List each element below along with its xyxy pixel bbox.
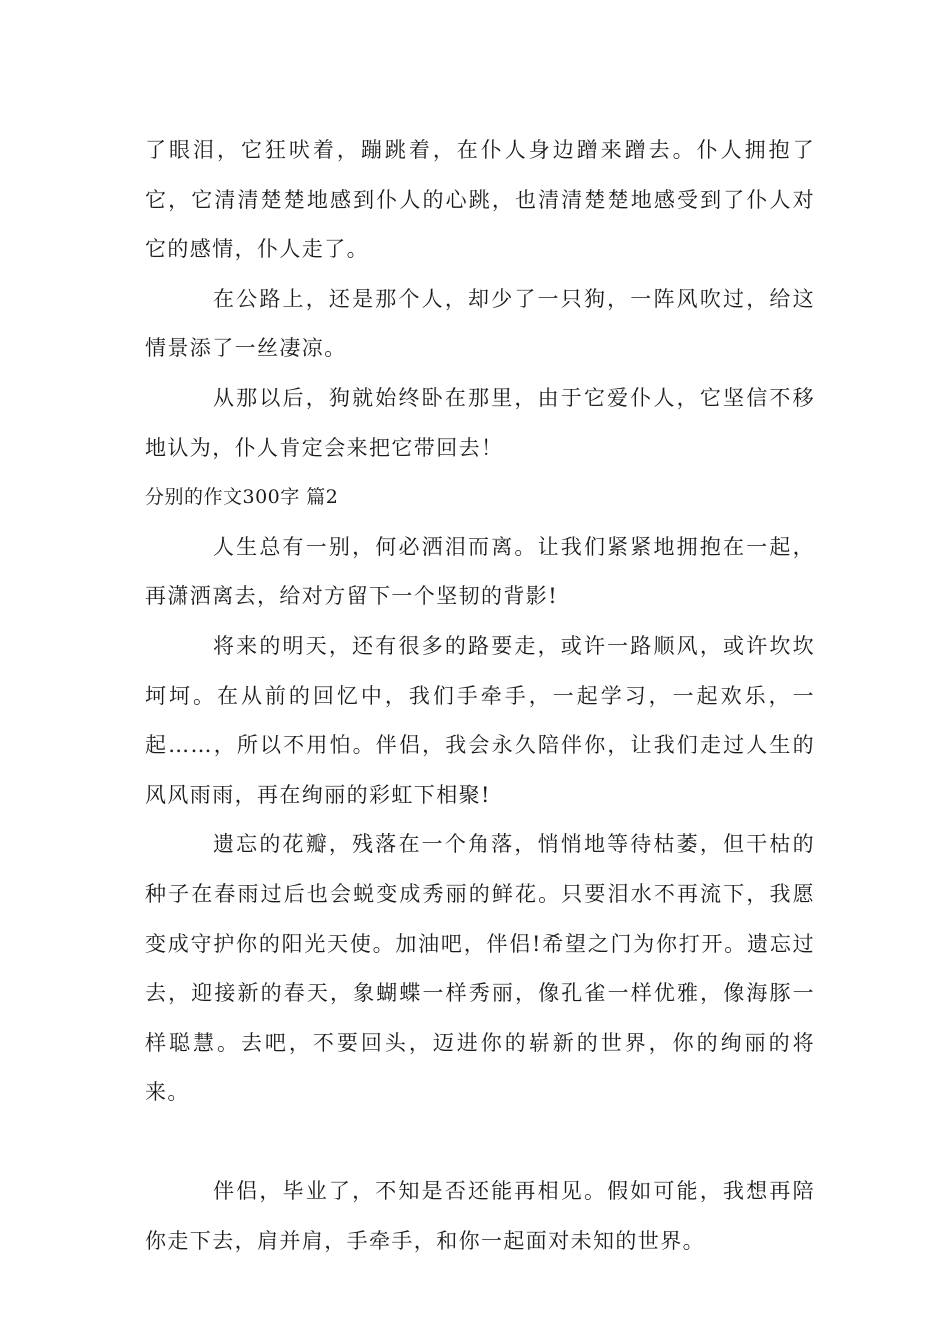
document-body (145, 126, 815, 1267)
paragraph-5: 将来的明天，还有很多的路要走，或许一路顺风，或许坎坎坷坷。在从前的回忆中，我们手牵手，一起学习，一起欢乐，一起……，所以不用怕。伴侣，我会永久陪伴你，让我们走过人生的风风雨雨，再在绚丽的彩虹下相聚! (145, 633, 815, 807)
paragraph-2: 在公路上，还是那个人，却少了一只狗，一阵风吹过，给这情景添了一丝凄凉。 (145, 286, 815, 361)
paragraph-3: 从那以后，狗就始终卧在那里，由于它爱仆人，它坚信不移地认为，仆人肯定会来把它带回去！ (145, 385, 815, 460)
section-heading: 分别的作文300字 篇2 (145, 486, 339, 509)
paragraph-7: 伴侣，毕业了，不知是否还能再相见。假如可能，我想再陪你走下去，肩并肩，手牵手，和你一起面对未知的世界。 (145, 1179, 815, 1254)
paragraph-6: 遗忘的花瓣，残落在一个角落，悄悄地等待枯萎，但干枯的种子在春雨过后也会蜕变成秀丽的鲜花。只要泪水不再流下，我愿变成守护你的阳光天使。加油吧，伴侣!希望之门为你打开。遗忘过去，迎接新的春天，象蝴蝶一样秀丽，像孔雀一样优雅，像海豚一样聪慧。去吧，不要回头，迈进你的崭新的世界，你的绚丽的将来。 (145, 832, 815, 1105)
paragraph-1: 了眼泪，它狂吠着，蹦跳着，在仆人身边蹭来蹭去。仆人拥抱了它，它清清楚楚地感到仆人的心跳，也清清楚楚地感受到了仆人对它的感情，仆人走了。 (145, 138, 815, 262)
paragraph-4: 人生总有一别，何必洒泪而离。让我们紧紧地拥抱在一起，再潇洒离去，给对方留下一个坚韧的背影! (145, 534, 815, 609)
blank-line (145, 1118, 815, 1168)
